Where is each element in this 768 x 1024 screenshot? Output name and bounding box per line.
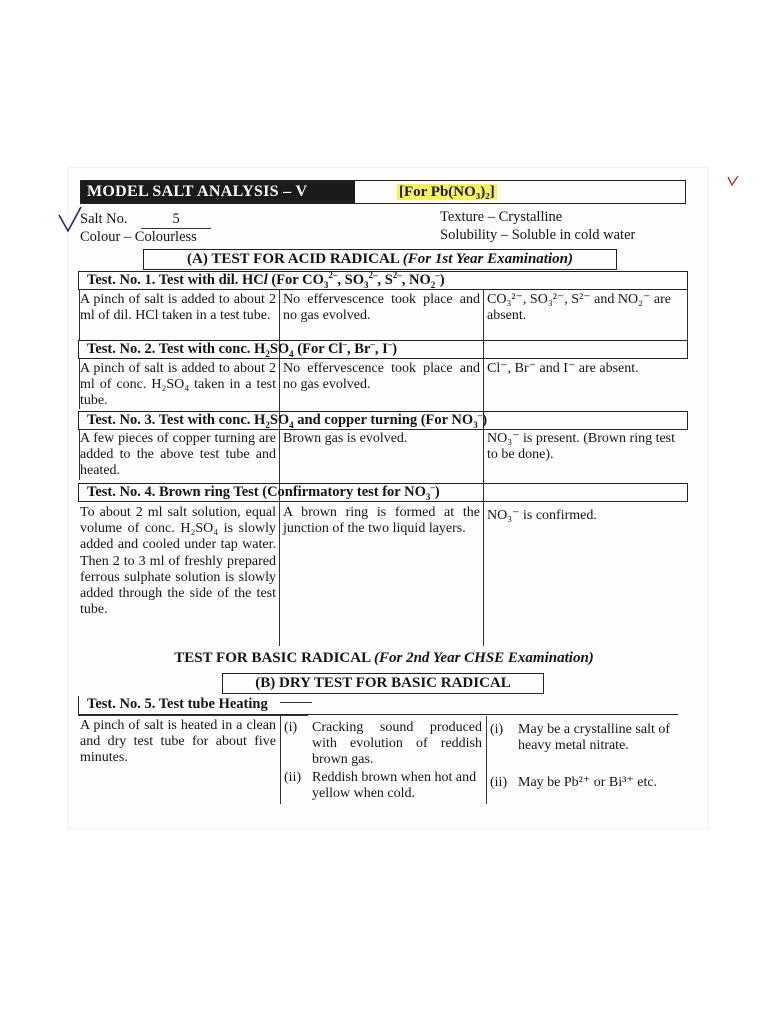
test-4-observation: A brown ring is formed at the junction of the two liquid layers. — [283, 505, 480, 537]
inference-1-text: May be a crystalline salt of heavy metal nitrate. — [518, 722, 671, 754]
column-divider — [486, 716, 487, 804]
test-3-observation: Brown gas is evolved. — [283, 431, 408, 446]
observation-2-number: (ii) — [284, 770, 302, 785]
basic-radical-note: (For 2nd Year CHSE Examination) — [374, 650, 594, 666]
colour-row: Colour – Colourless — [80, 229, 197, 245]
section-b-heading: (B) DRY TEST FOR BASIC RADICAL — [222, 673, 544, 694]
solubility-row: Solubility – Soluble in cold water — [440, 227, 636, 243]
test-3-heading: Test. No. 3. Test with conc. $H_2SO_4$ and copper turning (For $NO_3^-$) — [78, 411, 688, 430]
heading-underline — [280, 702, 312, 703]
test-5-inference-1 — [490, 722, 700, 754]
texture-row: Texture – Crystalline — [440, 209, 563, 225]
salt-number-value: 5 — [141, 211, 211, 229]
red-tick-mark — [726, 175, 740, 189]
inference-1-number: (i) — [490, 722, 504, 737]
title-bar — [80, 180, 686, 204]
handwritten-check-icon — [58, 205, 82, 233]
test-2-experiment: A pinch of salt is added to about 2 ml of conc. H₂SO₄ taken in a test tube. — [80, 361, 276, 409]
highlighted-formula: [For Pb(NO₃)₂] — [399, 184, 495, 200]
page-title: MODEL SALT ANALYSIS – V — [81, 181, 355, 203]
basic-radical-heading — [0, 650, 768, 667]
test-5-inference-2 — [490, 775, 700, 791]
test-1-observation: No effervescence took place and no gas evolved. — [283, 292, 480, 324]
test-4-heading: Test. No. 4. Brown ring Test (Confirmatory test for $NO_3^-$) — [78, 483, 688, 502]
test-2-heading: Test. No. 2. Test with conc. $H_2SO_4$ (For Cl–, Br–, I–) — [78, 340, 688, 359]
test-5-heading: Test. No. 5. Test tube Heating — [78, 696, 678, 715]
test-3-inference: NO₃⁻ is present. (Brown ring test to be done). — [487, 431, 676, 463]
test-1-experiment: A pinch of salt is added to about 2 ml of dil. HCl taken in a test tube. — [80, 292, 276, 324]
observation-1-text: Cracking sound produced with evolution of reddish brown gas. — [312, 720, 482, 768]
salt-number-label: Salt No. — [80, 211, 128, 227]
test-2-inference: Cl⁻, Br⁻ and I⁻ are absent. — [487, 361, 639, 376]
observation-1-number: (i) — [284, 720, 298, 735]
section-a-title: (A) TEST FOR ACID RADICAL — [187, 251, 400, 267]
inference-2-number: (ii) — [490, 775, 508, 790]
column-divider — [280, 716, 281, 804]
salt-number-row — [80, 211, 211, 229]
test-4-experiment: To about 2 ml salt solution, equal volume of conc. H₂SO₄ is slowly added and cooled under tap water. Then 2 to 3 ml of freshly prepared ferrous sulphate solution is slowly added through the side of the test tube. — [80, 505, 276, 618]
test-1-heading: Test. No. 1. Test with dil. HCl (For $CO_3^{2-}$, $SO_3^{2-}$, $S^{2-}$, $NO_2^-$) — [78, 271, 688, 290]
test-4-inference: NO₃⁻ is confirmed. — [487, 508, 597, 523]
test-3-experiment: A few pieces of copper turning are added to the above test tube and heated. — [80, 431, 276, 479]
inference-2-text: May be Pb²⁺ or Bi³⁺ etc. — [518, 775, 658, 790]
test-5-experiment: A pinch of salt is heated in a clean and dry test tube for about five minutes. — [80, 718, 276, 766]
section-a-note: (For 1st Year Examination) — [402, 251, 573, 267]
section-a-heading — [143, 249, 617, 270]
test-5-observation-2 — [284, 770, 484, 802]
salt-formula-label — [397, 181, 497, 203]
basic-radical-title: TEST FOR BASIC RADICAL — [174, 650, 371, 666]
observation-2-text: Reddish brown when hot and yellow when cold. — [312, 770, 477, 802]
test-5-observation-1 — [284, 720, 484, 769]
test-2-observation: No effervescence took place and no gas evolved. — [283, 361, 480, 393]
test-1-inference: CO₃²⁻, SO₃²⁻, S²⁻ and NO₂⁻ are absent. — [487, 292, 671, 324]
heading-underline — [78, 715, 308, 716]
